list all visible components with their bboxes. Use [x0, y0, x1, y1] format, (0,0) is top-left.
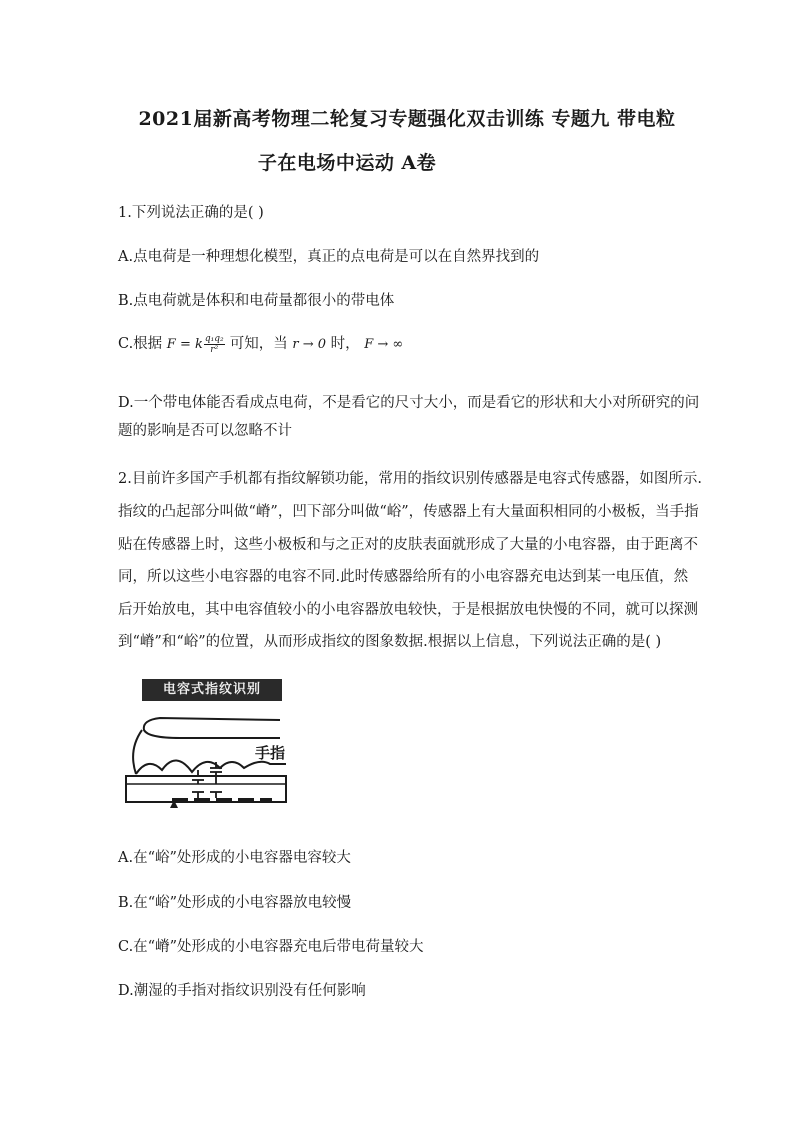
question-2-stem-line-3: 贴在传感器上时，这些小极板和与之正对的皮肤表面就形成了大量的小电容器，由于距离不: [118, 537, 698, 553]
question-2-option-d: D.潮湿的手指对指纹识别没有任何影响: [118, 983, 366, 999]
question-2-option-b: B.在“峪”处形成的小电容器放电较慢: [118, 895, 352, 911]
document-title-line-1: 2021届新高考物理二轮复习专题强化双击训练 专题九 带电粒: [138, 108, 676, 130]
question-1-option-c: [118, 332, 403, 355]
question-2-stem-line-5: 后开始放电，其中电容值较小的小电容器放电较快，于是根据放电快慢的不同，就可以探测: [118, 602, 698, 618]
coulomb-formula: [166, 334, 230, 355]
question-2-stem-line-1: 2.目前许多国产手机都有指纹解锁功能，常用的指纹识别传感器是电容式传感器，如图所示.: [118, 471, 702, 487]
formula-numerator: q₁q₂: [204, 334, 224, 344]
question-2-stem-line-6: 到“嵴”和“峪”的位置，从而形成指纹的图象数据.根据以上信息，下列说法正确的是( ): [118, 634, 662, 650]
formula-denominator: r²: [210, 345, 219, 355]
question-1-option-b: B.点电荷就是体积和电荷量都很小的带电体: [118, 293, 395, 309]
option-c-condition: r → 0: [292, 337, 327, 352]
question-1-option-d-line-2: 题的影响是否可以忽略不计: [118, 423, 292, 439]
finger-label: 手指: [255, 744, 286, 762]
question-1-stem: 1.下列说法正确的是( ): [118, 205, 264, 221]
question-2-option-a: A.在“峪”处形成的小电容器电容较大: [118, 850, 351, 866]
figure-title: 电容式指纹识别: [142, 679, 282, 701]
option-c-prefix: C.根据: [118, 336, 163, 352]
option-c-result: F → ∞: [364, 337, 404, 352]
option-c-mid2: 时，: [330, 336, 360, 352]
question-2-stem-line-4: 同，所以这些小电容器的电容不同.此时传感器给所有的小电容器充电达到某一电压值，然: [118, 569, 689, 585]
fingernail-outline: [144, 718, 280, 738]
question-1-option-a: A.点电荷是一种理想化模型，真正的点电荷是可以在自然界找到的: [118, 249, 540, 265]
option-c-mid: 可知，当: [229, 336, 288, 352]
document-title-line-2: 子在电场中运动 A卷: [257, 152, 437, 174]
question-1-option-d-line-1: D.一个带电体能否看成点电荷，不是看它的尺寸大小，而是看它的形状和大小对所研究的问: [118, 395, 700, 411]
question-2-stem-line-2: 指纹的凸起部分叫做“嵴”，凹下部分叫做“峪”，传感器上有大量面积相同的小极板，当手指: [118, 504, 699, 520]
formula-lhs: F = k: [166, 337, 203, 352]
fingerprint-sensor-figure: [120, 672, 300, 812]
question-2-option-c: C.在“嵴”处形成的小电容器充电后带电荷量较大: [118, 939, 424, 955]
formula-fraction: [204, 334, 225, 355]
